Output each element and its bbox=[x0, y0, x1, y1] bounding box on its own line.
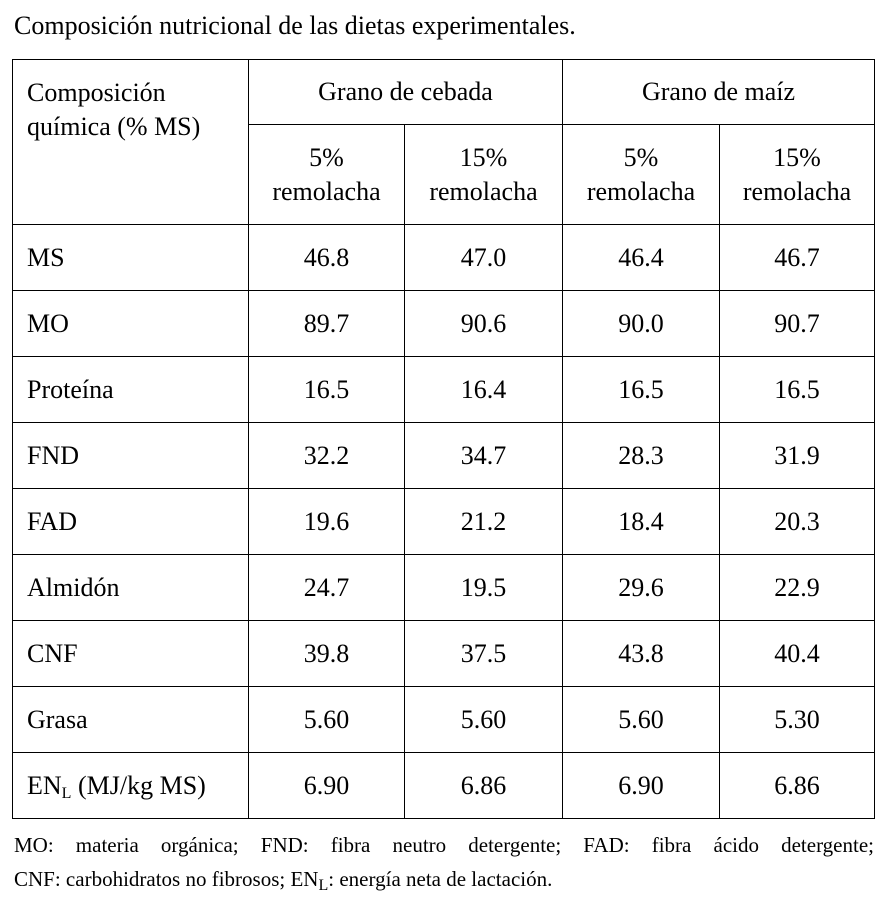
row-label bbox=[13, 753, 249, 819]
table-caption: Composición nutricional de las dietas experimentales. bbox=[14, 11, 576, 40]
value-cell: 89.7 bbox=[249, 291, 405, 357]
subheader-cell bbox=[720, 125, 875, 225]
table-header-row bbox=[13, 60, 875, 125]
value-cell: 90.7 bbox=[720, 291, 875, 357]
notes-line-2-a: CNF: carbohidratos no fibrosos; EN bbox=[14, 867, 319, 891]
row-label bbox=[13, 621, 249, 687]
value-cell: 31.9 bbox=[720, 423, 875, 489]
table-row bbox=[13, 357, 875, 423]
group-header-maiz: Grano de maíz bbox=[563, 60, 875, 125]
value-cell: 5.60 bbox=[405, 687, 563, 753]
value-cell: 29.6 bbox=[563, 555, 720, 621]
value-cell: 20.3 bbox=[720, 489, 875, 555]
value-cell: 18.4 bbox=[563, 489, 720, 555]
notes-line-2 bbox=[14, 862, 874, 896]
value-cell: 46.4 bbox=[563, 225, 720, 291]
value-cell: 39.8 bbox=[249, 621, 405, 687]
value-cell: 19.5 bbox=[405, 555, 563, 621]
row-label-text: FAD bbox=[27, 506, 78, 536]
notes-line-2-sub: L bbox=[318, 877, 329, 894]
subheader-word: remolacha bbox=[272, 176, 381, 206]
value-cell: 5.30 bbox=[720, 687, 875, 753]
value-cell: 19.6 bbox=[249, 489, 405, 555]
row-label-subscript: L bbox=[61, 784, 72, 802]
table-notes bbox=[14, 828, 874, 896]
table-row bbox=[13, 687, 875, 753]
row-label-text: FND bbox=[27, 440, 80, 470]
row-label bbox=[13, 225, 249, 291]
subheader-word: remolacha bbox=[429, 176, 538, 206]
group-header-cebada: Grano de cebada bbox=[249, 60, 563, 125]
value-cell: 32.2 bbox=[249, 423, 405, 489]
value-cell: 16.5 bbox=[249, 357, 405, 423]
corner-line-2: química (% MS) bbox=[27, 112, 201, 141]
subheader-cell bbox=[563, 125, 720, 225]
value-cell: 40.4 bbox=[720, 621, 875, 687]
subheader-cell bbox=[249, 125, 405, 225]
value-cell: 46.8 bbox=[249, 225, 405, 291]
corner-header bbox=[13, 60, 249, 225]
subheader-pct: 5% bbox=[623, 142, 659, 172]
value-cell: 6.86 bbox=[405, 753, 563, 819]
row-label bbox=[13, 423, 249, 489]
value-cell: 5.60 bbox=[249, 687, 405, 753]
subheader-pct: 15% bbox=[773, 142, 821, 172]
value-cell: 24.7 bbox=[249, 555, 405, 621]
row-label-text: MS bbox=[27, 242, 65, 272]
table-row bbox=[13, 225, 875, 291]
value-cell: 16.4 bbox=[405, 357, 563, 423]
subheader-word: remolacha bbox=[586, 176, 696, 206]
value-cell: 22.9 bbox=[720, 555, 875, 621]
value-cell: 28.3 bbox=[563, 423, 720, 489]
table-row bbox=[13, 753, 875, 819]
value-cell: 43.8 bbox=[563, 621, 720, 687]
nutrition-table bbox=[12, 59, 875, 819]
row-label-text: CNF bbox=[27, 638, 78, 668]
value-cell: 6.90 bbox=[563, 753, 720, 819]
row-label-unit: (MJ/kg MS) bbox=[71, 770, 206, 800]
row-label-text: Grasa bbox=[27, 704, 88, 734]
row-label bbox=[13, 687, 249, 753]
table-row bbox=[13, 489, 875, 555]
value-cell: 46.7 bbox=[720, 225, 875, 291]
table-row bbox=[13, 555, 875, 621]
table-row bbox=[13, 291, 875, 357]
value-cell: 6.86 bbox=[720, 753, 875, 819]
value-cell: 6.90 bbox=[249, 753, 405, 819]
subheader-cell bbox=[405, 125, 563, 225]
value-cell: 47.0 bbox=[405, 225, 563, 291]
corner-line-1: Composición bbox=[27, 78, 166, 107]
notes-line-2-b: : energía neta de lactación. bbox=[328, 867, 553, 891]
value-cell: 34.7 bbox=[405, 423, 563, 489]
row-label-text: EN bbox=[27, 770, 62, 800]
table-row bbox=[13, 621, 875, 687]
table-row bbox=[13, 423, 875, 489]
value-cell: 90.0 bbox=[563, 291, 720, 357]
value-cell: 37.5 bbox=[405, 621, 563, 687]
row-label-text: Almidón bbox=[27, 572, 120, 602]
row-label bbox=[13, 291, 249, 357]
subheader-pct: 15% bbox=[459, 142, 508, 172]
table-body bbox=[13, 225, 875, 819]
subheader-word: remolacha bbox=[742, 176, 852, 206]
notes-line-1: MO: materia orgánica; FND: fibra neutro detergente; FAD: fibra ácido detergente; bbox=[14, 833, 874, 857]
value-cell: 21.2 bbox=[405, 489, 563, 555]
value-cell: 90.6 bbox=[405, 291, 563, 357]
row-label-text: MO bbox=[27, 308, 69, 338]
row-label bbox=[13, 555, 249, 621]
row-label-text: Proteína bbox=[27, 374, 114, 404]
subheader-pct: 5% bbox=[309, 142, 344, 172]
row-label bbox=[13, 357, 249, 423]
value-cell: 5.60 bbox=[563, 687, 720, 753]
row-label bbox=[13, 489, 249, 555]
value-cell: 16.5 bbox=[563, 357, 720, 423]
value-cell: 16.5 bbox=[720, 357, 875, 423]
